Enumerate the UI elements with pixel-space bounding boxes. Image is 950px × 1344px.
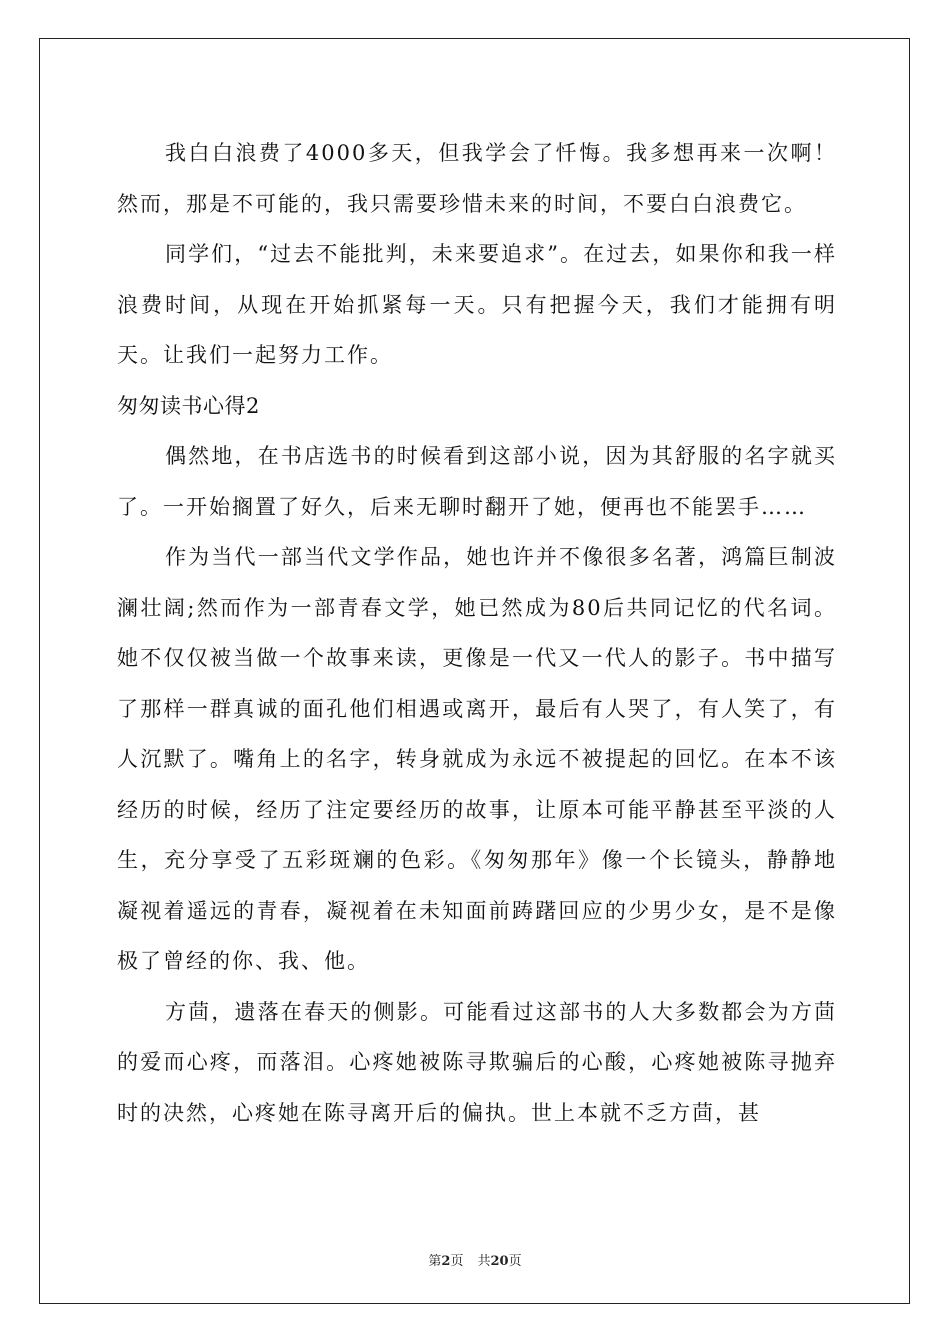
- paragraph: 偶然地，在书店选书的时候看到这部小说，因为其舒服的名字就买了。一开始搁置了好久，后来无聊时翻开了她，便再也不能罢手……: [117, 444, 837, 519]
- paragraph: 同学们，“过去不能批判，未来要追求”。在过去，如果你和我一样浪费时间，从现在开始抓紧每一天。只有把握今天，我们才能拥有明天。让我们一起努力工作。: [117, 242, 837, 367]
- page-prefix: 第: [428, 1254, 442, 1269]
- page-footer: [0, 1250, 950, 1269]
- total-suffix: 页: [508, 1254, 522, 1269]
- page-number: 2: [441, 1254, 451, 1269]
- total-prefix: 共: [477, 1254, 491, 1269]
- paragraph: 我白白浪费了4000多天，但我学会了忏悔。我多想再来一次啊！然而，那是不可能的，我只需要珍惜未来的时间，不要白白浪费它。: [117, 141, 837, 216]
- document-body: [117, 128, 837, 1138]
- section-heading: 匆匆读书心得2: [117, 393, 260, 418]
- total-pages: 20: [490, 1254, 509, 1269]
- paragraph: 作为当代一部当代文学作品，她也许并不像很多名著，鸿篇巨制波澜壮阔;然而作为一部青春文学，她已然成为80后共同记忆的代名词。她不仅仅被当做一个故事来读，更像是一代又一代人的影子。书中描写了那样一群真诚的面孔他们相遇或离开，最后有人哭了，有人笑了，有人沉默了。嘴角上的名字，转身就成为永远不被提起的回忆。在本不该经历的时候，经历了注定要经历的故事，让原本可能平静甚至平淡的人生，充分享受了五彩斑斓的色彩。《匆匆那年》像一个长镜头，静静地凝视着遥远的青春，凝视着在未知面前踌躇回应的少男少女，是不是像极了曾经的你、我、他。: [117, 545, 837, 973]
- page-suffix: 页: [450, 1254, 464, 1269]
- paragraph: 方茴，遗落在春天的侧影。可能看过这部书的人大多数都会为方茴的爱而心疼，而落泪。心疼她被陈寻欺骗后的心酸，心疼她被陈寻抛弃时的决然，心疼她在陈寻离开后的偏执。世上本就不乏方茴，甚: [117, 999, 837, 1125]
